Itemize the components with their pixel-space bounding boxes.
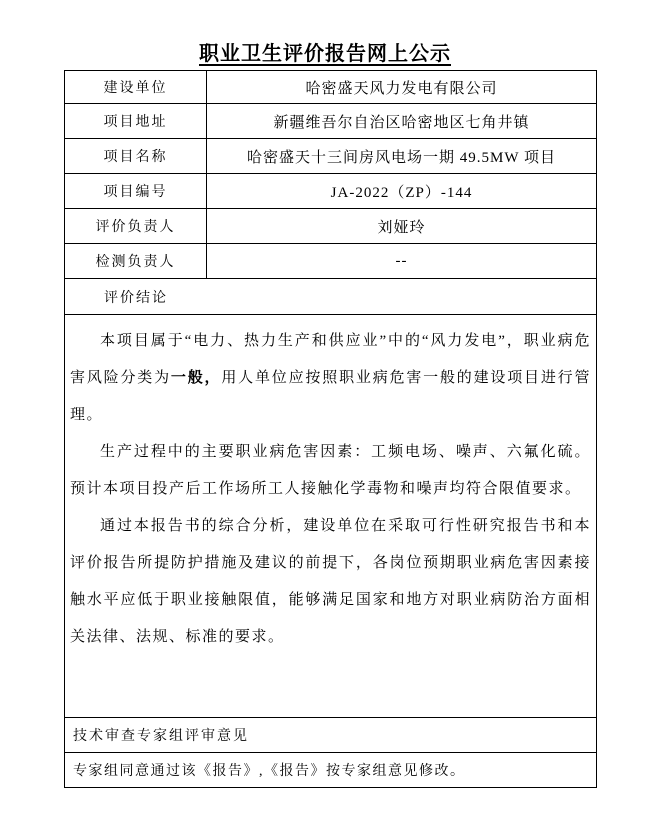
table-row-project-number <box>65 174 596 209</box>
row-label: 评价负责人 <box>65 209 207 243</box>
row-value: JA-2022（ZP）-144 <box>330 184 473 201</box>
review-opinion-text: 专家组同意通过该《报告》,《报告》按专家组意见修改。 <box>73 764 466 779</box>
row-value: 哈密盛天十三间房风电场一期 49.5MW 项目 <box>247 149 556 166</box>
row-label: 项目名称 <box>65 139 207 173</box>
report-table <box>64 70 597 788</box>
conclusion-paragraph-1-bold: 一般， <box>170 370 222 386</box>
row-value: -- <box>395 252 408 269</box>
conclusion-paragraph-2: 生产过程中的主要职业病危害因素：工频电场、噪声、六氟化硫。预计本项目投产后工作场所工人接触化学毒物和噪声均符合限值要求。 <box>70 444 591 497</box>
table-row-evaluation-leader <box>65 209 596 244</box>
row-value: 哈密盛天风力发电有限公司 <box>305 80 498 97</box>
row-value: 新疆维吾尔自治区哈密地区七角井镇 <box>273 114 530 131</box>
review-opinion-row <box>65 753 596 787</box>
conclusion-body-cell <box>65 315 596 718</box>
review-header-row <box>65 718 596 753</box>
table-row-project-name <box>65 139 596 174</box>
table-row-project-address <box>65 104 596 139</box>
page-title <box>0 37 650 66</box>
row-label: 检测负责人 <box>65 244 207 278</box>
conclusion-header-row <box>65 279 596 315</box>
conclusion-header-label: 评价结论 <box>104 290 168 306</box>
conclusion-paragraph-1 <box>70 323 591 434</box>
conclusion-paragraph-1-text: 本项目属于“电力、热力生产和供应业”中的“风力发电”，职业病危害风险分类为 <box>70 333 591 386</box>
table-row-testing-leader <box>65 244 596 279</box>
page-title-text: 职业卫生评价报告网上公示 <box>199 43 451 65</box>
table-row-construction-unit <box>65 71 596 104</box>
row-label: 建设单位 <box>65 71 207 103</box>
conclusion-paragraph-1-tail: 用人单位应按照职业病危害一般的建设项目进行管理。 <box>70 370 591 423</box>
row-value: 刘娅玲 <box>377 219 426 236</box>
row-label: 项目地址 <box>65 104 207 138</box>
conclusion-paragraph-3: 通过本报告书的综合分析，建设单位在采取可行性研究报告书和本评价报告所提防护措施及建议的前提下，各岗位预期职业病危害因素接触水平应低于职业接触限值，能够满足国家和地方对职业病防治方面相关法律、法规、标准的要求。 <box>70 518 591 645</box>
row-label: 项目编号 <box>65 174 207 208</box>
review-header-label: 技术审查专家组评审意见 <box>73 729 249 744</box>
